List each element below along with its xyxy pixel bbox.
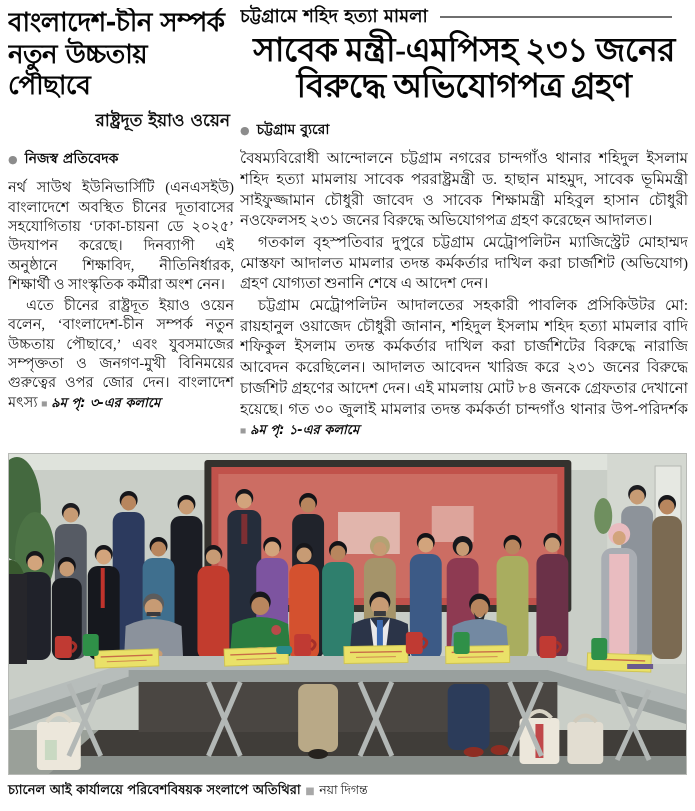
right-byline xyxy=(240,118,688,142)
right-kicker: চট্টগ্রামে শহিদ হত্যা মামলা xyxy=(240,5,428,27)
name-card xyxy=(344,645,408,663)
kicker-rule xyxy=(440,16,672,18)
right-kicker-row xyxy=(240,4,688,30)
right-article xyxy=(240,4,688,448)
news-photo xyxy=(8,453,687,775)
photo-caption: চ্যানেল আই কার্যালয়ে পরিবেশবিষয়ক সংলাপে অতিথিরা xyxy=(8,783,301,798)
screen-slide-block xyxy=(338,512,400,554)
photo-illustration xyxy=(9,454,686,774)
left-byline-text: নিজস্ব প্রতিবেদক xyxy=(24,151,119,168)
right-continuation-text: ৯ম পৃ: ১-এর কলামে xyxy=(250,423,360,439)
right-continuation xyxy=(240,422,359,438)
khaki-trousers xyxy=(298,684,338,752)
right-byline-text: চট্টগ্রাম ব্যুরো xyxy=(256,122,330,139)
left-headline-line2: নতুন উচ্চতায় পৌছাবে xyxy=(8,39,148,102)
name-card xyxy=(94,649,158,668)
continuation-square-icon: ■ xyxy=(41,398,48,410)
continuation-square-icon: ■ xyxy=(240,426,247,438)
left-paragraph-2-text: এতে চীনের রাষ্ট্রদূত ইয়াও ওয়েন বলেন, ‘বাংলাদেশ-চীন সম্পর্ক নতুন উচ্চতায় পৌছাবে,’ এবং যুবসমাজের সম্পৃক্ততা ও জনগণ-মুখী বিনিময়ের গুরুত্বের ওপর জোর দেন। বাংলাদেশ মৎস্য xyxy=(8,297,234,411)
left-subhead: রাষ্ট্রদূত ইয়াও ওয়েন xyxy=(95,111,230,132)
left-continuation-text: ৯ম পৃ: ৩-এর কলামে xyxy=(51,395,161,411)
byline-bullet-icon: ● xyxy=(8,152,18,166)
right-headline-line2: বিরুদ্ধে অভিযোগপত্র গ্রহণ xyxy=(296,68,632,105)
credit-square-icon: ■ xyxy=(305,786,315,797)
notebook xyxy=(627,664,653,669)
green-mug xyxy=(454,632,470,654)
left-paragraph-2 xyxy=(8,297,234,414)
partial-person-left xyxy=(9,574,27,664)
right-paragraph-3 xyxy=(240,296,688,441)
byline-bullet-icon: ● xyxy=(240,123,250,137)
red-shoe xyxy=(491,745,509,755)
right-paragraph-3-text: চট্টগ্রাম মেট্রোপলিটন আদালতের সহকারী পাবলিক প্রসিকিউটর মো: রায়হানুল ওয়াজেদ চৌধুরী জানান, শহিদুল ইসলাম শহিদ হত্যা মামলার বাদি শফিকুল ইসলাম তদন্ত কর্মকর্তার দাখিল করা চার্জশিটের বিরুদ্ধে নারাজি আবেদন করেছিলেন। আদালত আবেদন খারিজ করে ২৩১ জনের বিরুদ্ধে চার্জশিট গ্রহণের আদেশ দেন। এই মামলায় মোট ৮৪ জনকে গ্রেফতার দেখানো হয়েছে। গত ৩০ জুলাই মামলার তদন্ত কর্মকর্তা চান্দগাঁও থানার উপ-পরিদর্শক xyxy=(240,298,688,418)
green-mug xyxy=(83,634,99,656)
left-continuation xyxy=(41,395,160,411)
left-headline-line1: বাংলাদেশ-চীন সম্পর্ক xyxy=(8,8,225,38)
right-headline xyxy=(240,34,688,105)
plant-small xyxy=(594,498,612,534)
left-headline xyxy=(8,8,234,103)
navy-trousers xyxy=(448,684,490,750)
left-article xyxy=(8,8,234,448)
left-byline xyxy=(8,147,234,171)
right-paragraph-2: গতকাল বৃহস্পতিবার দুপুরে চট্টগ্রাম মেট্রোপলিটন ম্যাজিস্ট্রেট মোহাম্মদ মোস্তফা আদালত মামলার তদন্ত কর্মকর্তার দাখিল করা চার্জশিট (অভিযোগ) গ্রহণ যোগ্যতা শুনানি শেষে এ আদেশ দেন। xyxy=(240,235,688,293)
photo-credit: নয়া দিগন্ত xyxy=(319,783,368,797)
table-front-center xyxy=(129,670,568,682)
right-headline-line1: সাবেক মন্ত্রী-এমপিসহ ২৩১ জনের xyxy=(253,33,675,69)
left-body xyxy=(8,179,234,413)
under-table-shadow xyxy=(139,682,558,732)
glasses-case xyxy=(276,646,292,654)
shopping-bag xyxy=(567,716,603,765)
left-paragraph-1: নর্থ সাউথ ইউনিভার্সিটি (এনএসইউ) বাংলাদেশে অবস্থিত চীনের দূতাবাসের সহযোগিতায় ‘ঢাকা-চায়না ডে ২০২৫’ উদযাপন করেছে। দিনব্যাপী এই অনুষ্ঠানে শিক্ষাবিদ, নীতিনির্ধারক, শিক্ষার্থী ও সাংস্কৃতিক কর্মীরা অংশ নেন। xyxy=(8,180,234,294)
right-body xyxy=(240,149,688,441)
shoe xyxy=(308,749,328,759)
right-paragraph-1: বৈষম্যবিরোধী আন্দোলনে চট্টগ্রাম নগরের চান্দগাঁও থানার শহিদুল ইসলাম শহিদ হত্যা মামলায় সাবেক পররাষ্ট্রমন্ত্রী ড. হাছান মাহমুদ, সাবেক ভূমিমন্ত্রী সাইফুজ্জামান চৌধুরী জাবেদ ও সাবেক শিক্ষামন্ত্রী মহিবুল হাসান চৌধুরী নওফেলসহ ২৩১ জনের বিরুদ্ধে অভিযোগপত্র গ্রহণ করেছেন আদালত। xyxy=(240,151,688,230)
green-mug xyxy=(591,638,607,660)
photo-caption-row xyxy=(8,781,693,802)
screen-slide-block xyxy=(432,506,474,542)
red-shoe xyxy=(464,747,484,757)
person xyxy=(652,495,682,659)
